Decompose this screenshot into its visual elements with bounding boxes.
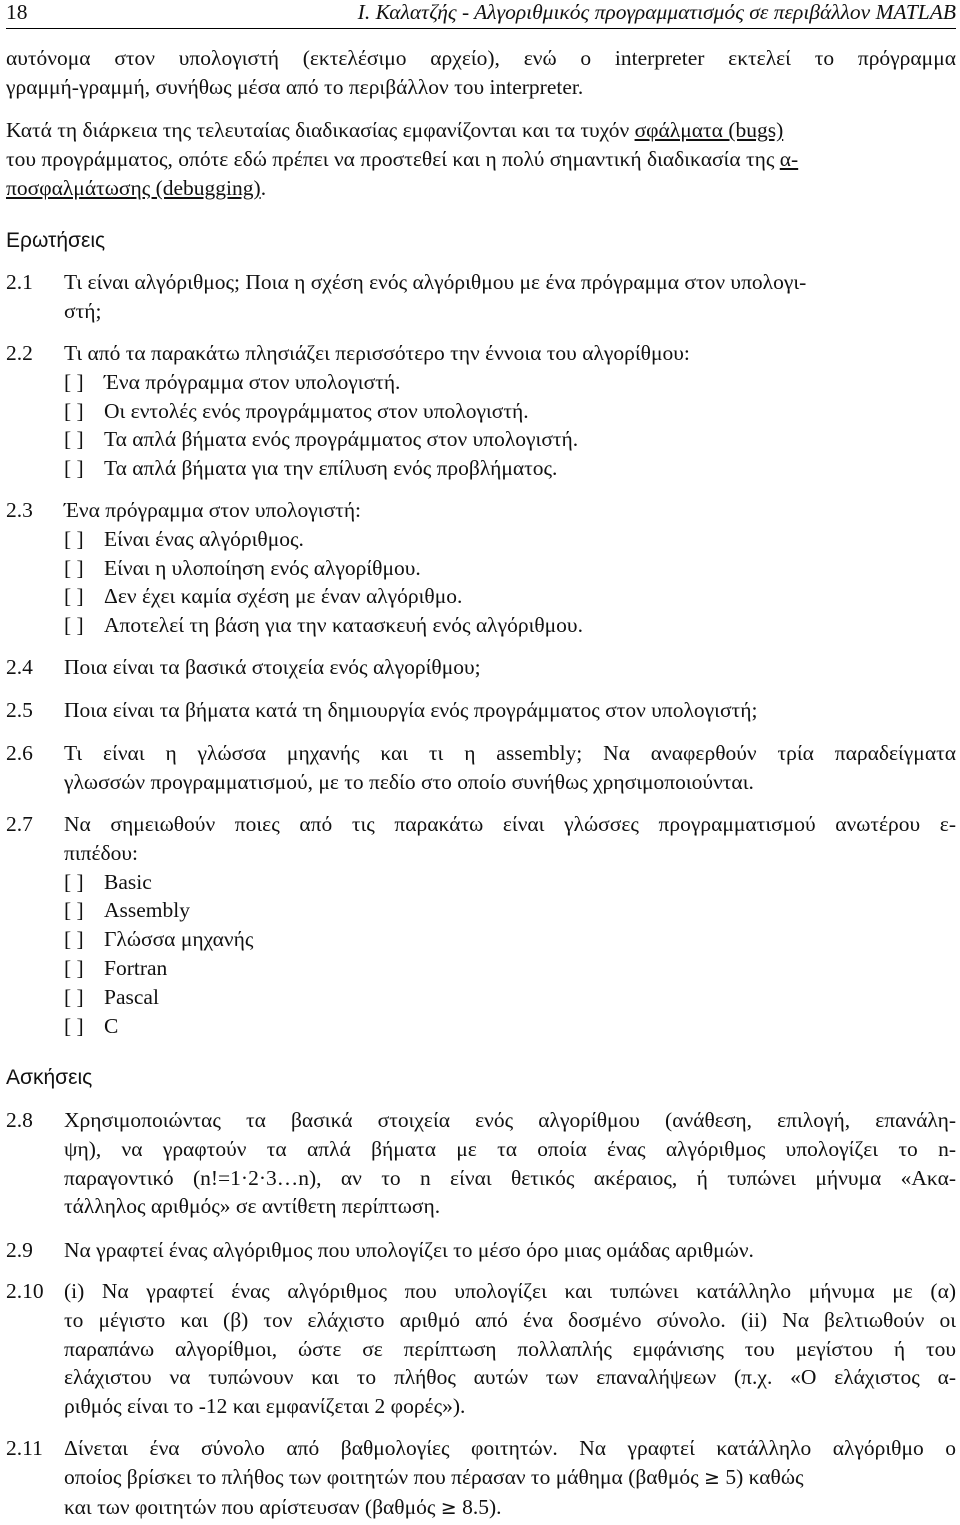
option-item [64,954,956,983]
exercises-heading: Ασκήσεις [6,1066,93,1089]
text-line: παραγοντικό (n!=1·2·3…n), αν το n είναι θετικός ακέραιος, ή τυπώνει μήνυμα «Ακα- [64,1165,956,1190]
greater-equal-symbol: ≥ [704,1466,720,1489]
text-line [64,1493,956,1523]
text-fragment: 5) καθώς [719,1464,804,1489]
text-fragment: οποίος βρίσκει το πλήθος των φοιτητών που πέρασαν το μάθημα (βαθμός [64,1464,705,1489]
text-fragment: και των φοιτητών που αρίστευσαν (βαθμός [64,1494,441,1519]
checkbox: [ ] [64,613,84,638]
checkbox: [ ] [64,955,84,980]
option-item [64,611,956,640]
option-label: Τα απλά βήματα ενός προγράμματος στον υπολογιστή. [104,427,579,452]
intro-paragraph-2 [6,116,956,203]
running-title: Ι. Καλατζής - Αλγοριθμικός προγραμματισμός σε περιβάλλον MATLAB [357,0,956,24]
text-line: τάλληλος αριθμός» σε αντίθετη περίπτωση. [64,1194,441,1219]
item-number: 2.6 [6,741,33,765]
option-label: Οι εντολές ενός προγράμματος στον υπολογιστή. [104,398,529,423]
option-label: Ένα πρόγραμμα στον υπολογιστή. [104,369,401,394]
greater-equal-symbol: ≥ [440,1496,457,1519]
option-label: Γλώσσα μηχανής [104,927,254,952]
text-line: πιπέδου: [64,840,139,865]
checkbox: [ ] [64,369,84,394]
underlined-term: σφάλματα (bugs) [634,118,784,142]
option-label: Assembly [104,898,190,923]
option-item [64,554,956,583]
text-line: Να σημειωθούν ποιες από τις παρακάτω είναι γλώσσες προγραμματισμού ανωτέρου ε- [64,812,956,836]
option-item [64,425,956,454]
text-fragment: Κατά τη διάρκεια της τελευταίας διαδικασίας εμφανίζονται και τα τυχόν [6,118,635,142]
item-number: 2.5 [6,698,33,722]
text-line: Ποια είναι τα βασικά στοιχεία ενός αλγορίθμου; [64,655,481,679]
item-number: 2.2 [6,341,33,365]
option-label: Pascal [104,984,159,1009]
text-line: ριθμός είναι το -12 και εμφανίζεται 2 φορές»). [64,1394,466,1419]
item-number: 2.11 [6,1436,43,1460]
checkbox: [ ] [64,927,84,952]
text-line: Τι είναι αλγόριθμος; Ποια η σχέση ενός αλγόριθμου με ένα πρόγραμμα στον υπολογι- [64,270,807,294]
text-line: το μέγιστο και (β) τον ελάχιστο αριθμό από ένα δοσμένο σύνολο. (ii) Να βελτιωθούν οι [64,1307,956,1332]
option-item [64,925,956,954]
option-label: Fortran [104,955,168,980]
option-item [64,983,956,1012]
item-number: 2.3 [6,498,33,522]
text-line: ελάχιστου να τυπώνουν και το πλήθος αυτών των επαναλήψεων (π.χ. «Ο ελάχιστος α- [64,1365,956,1390]
text-line: Να γραφτεί ένας αλγόριθμος που υπολογίζει το μέσο όρο μιας ομάδας αριθμών. [64,1238,754,1262]
text-line: αυτόνομα στον υπολογιστή (εκτελέσιμο αρχείο), ενώ ο interpreter εκτελεί το πρόγραμμα [6,46,956,70]
option-label: Basic [104,869,152,894]
text-fragment: του προγράμματος, οπότε εδώ πρέπει να προστεθεί και η πολύ σημαντική διαδικασία της [6,147,780,171]
text-line: Ένα πρόγραμμα στον υπολογιστή: [64,498,362,522]
checkbox: [ ] [64,456,84,481]
text-fragment: . [260,176,267,200]
checkbox: [ ] [64,1013,84,1038]
text-fragment: 8.5). [456,1494,502,1519]
option-item [64,896,956,925]
text-line [6,145,956,174]
text-line: Δίνεται ένα σύνολο από βαθμολογίες φοιτητών. Να γραφτεί κατάλληλο αλγόριθμο ο [64,1436,956,1460]
checkbox: [ ] [64,526,84,551]
item-number: 2.8 [6,1108,33,1132]
option-label: Αποτελεί τη βάση για την κατασκευή ενός αλγόριθμου. [104,613,583,638]
item-number: 2.7 [6,812,33,836]
option-item [64,454,956,483]
text-line: Χρησιμοποιώντας τα βασικά στοιχεία ενός αλγορίθμου (ανάθεση, επιλογή, επανάλη- [64,1108,956,1132]
text-line: γλωσσών προγραμματισμού, με το πεδίο στο οποίο συνήθως χρησιμοποιούνται. [64,769,754,794]
questions-heading: Ερωτήσεις [6,229,106,252]
option-label: Τα απλά βήματα για την επίλυση ενός προβλήματος. [104,456,558,481]
option-item [64,368,956,397]
checkbox: [ ] [64,398,84,423]
option-item [64,582,956,611]
checkbox: [ ] [64,984,84,1009]
text-line: Τι από τα παρακάτω πλησιάζει περισσότερο την έννοια του αλγορίθμου: [64,341,690,365]
text-line: Ποια είναι τα βήματα κατά τη δημιουργία ενός προγράμματος στον υπολογιστή; [64,698,758,722]
item-number: 2.9 [6,1238,33,1262]
checkbox: [ ] [64,898,84,923]
underlined-term: ποσφαλμάτωσης (debugging) [6,176,261,200]
option-item [64,1012,956,1041]
option-label: Είναι η υλοποίηση ενός αλγορίθμου. [104,555,421,580]
checkbox: [ ] [64,584,84,609]
underlined-term: α- [779,147,799,171]
header-rule [6,28,956,29]
checkbox: [ ] [64,427,84,452]
text-line: Τι είναι η γλώσσα μηχανής και τι η assembly; Να αναφερθούν τρία παραδείγματα [64,741,956,765]
checkbox: [ ] [64,869,84,894]
option-label: C [104,1013,119,1038]
text-line [64,1463,956,1493]
option-item [64,397,956,426]
item-number: 2.4 [6,655,33,679]
text-line: στή; [64,298,102,323]
option-label: Δεν έχει καμία σχέση με έναν αλγόριθμο. [104,584,463,609]
item-number: 2.10 [6,1279,44,1303]
page-number: 18 [6,0,28,24]
intro-paragraph-1 [6,44,956,73]
item-number: 2.1 [6,270,33,294]
option-item [64,525,956,554]
text-line: (i) Να γραφτεί ένας αλγόριθμος που υπολογίζει και τυπώνει κατάλληλο μήνυμα με (α) [64,1279,956,1303]
intro-paragraph-1-end [6,73,956,102]
text-line [6,174,956,203]
text-line: ψη), να γραφτούν τα απλά βήματα με τα οποία ένας αλγόριθμος υπολογίζει το n- [64,1136,956,1161]
option-label: Είναι ένας αλγόριθμος. [104,526,304,551]
option-item [64,868,956,897]
text-line: παραπάνω αλγορίθμοι, ώστε σε περίπτωση πολλαπλής εμφάνισης του μεγίστου ή του [64,1336,956,1361]
text-line [6,116,956,145]
page-header [6,0,956,26]
checkbox: [ ] [64,555,84,580]
text-line: γραμμή-γραμμή, συνήθως μέσα από το περιβάλλον του interpreter. [6,75,584,99]
